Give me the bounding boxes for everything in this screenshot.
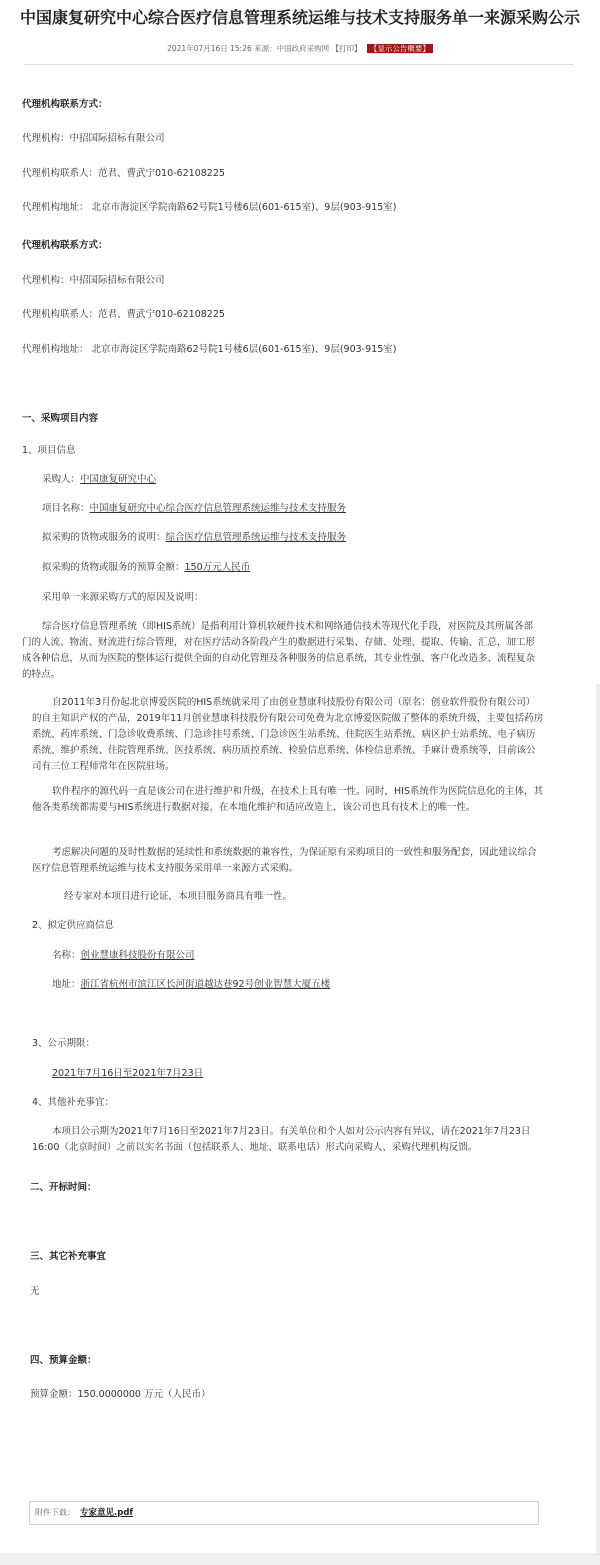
attachment-label: 附件下载：: [35, 1508, 75, 1517]
supplier-address-label: 地址：: [52, 979, 81, 990]
section-heading-bid-opening-time: 二、开标时间：: [30, 1182, 97, 1193]
section-heading-budget-amount: 四、预算金额：: [30, 1355, 97, 1366]
publicity-period-value: 2021年7月16日至2021年7月23日: [52, 1068, 204, 1079]
attachment-box: [29, 1501, 539, 1525]
bottom-bar: [0, 1554, 600, 1565]
publish-date-source: 2021年07月16日 15:26 来源：中国政府采购网: [167, 44, 330, 53]
header-divider: [24, 64, 574, 65]
agency-contact-heading: 代理机构联系方式：: [22, 240, 108, 251]
goods-description-row: [42, 530, 346, 546]
purchaser-value: 中国康复研究中心: [80, 474, 157, 485]
print-link[interactable]: 【打印】: [331, 44, 362, 53]
reason-paragraph-3: 软件程序的源代码一直是该公司在进行维护和升级，在技术上具有唯一性。同时，HIS系统作为医院信息化的主体，其他各类系统都需要与HIS系统进行数据对接，在本地化维护和适应改造上，该公司也具有技术上的唯一性。: [32, 786, 543, 813]
section-heading-procurement-content: 一、采购项目内容: [22, 413, 99, 424]
project-name-row: [42, 501, 346, 517]
supplier-name-label: 名称：: [52, 950, 81, 961]
subheading-supplier-info: 2、拟定供应商信息: [32, 920, 115, 931]
reason-label: 采用单一来源采购方式的原因及说明：: [42, 592, 204, 603]
scrollbar-track[interactable]: [596, 684, 600, 1554]
budget-row: [42, 560, 250, 576]
supplier-name-value: 创业慧康科技股份有限公司: [80, 950, 195, 961]
project-name-value: 中国康复研究中心综合医疗信息管理系统运维与技术支持服务: [89, 503, 347, 514]
supplier-address-row: [52, 977, 330, 993]
supplier-address-value: 浙江省杭州市滨江区长河街道越达巷92号创业智慧大厦五楼: [80, 979, 331, 990]
budget-label: 拟采购的货物或服务的预算金额：: [42, 562, 185, 573]
agency-name: 代理机构：中招国际招标有限公司: [22, 275, 165, 286]
goods-description-label: 拟采购的货物或服务的说明：: [42, 532, 166, 543]
agency-contact-person: 代理机构联系人：范君、曹武宁010-62108225: [22, 309, 225, 320]
other-supplementary-content: 无: [30, 1286, 40, 1297]
show-summary-button[interactable]: 【显示公告概要】: [367, 44, 433, 53]
goods-description-value: 综合医疗信息管理系统运维与技术支持服务: [165, 532, 347, 543]
purchaser-label: 采购人：: [42, 474, 81, 485]
page-title: 中国康复研究中心综合医疗信息管理系统运维与技术支持服务单一来源采购公示: [19, 8, 580, 27]
project-name-label: 项目名称：: [42, 503, 90, 514]
purchaser-row: [42, 472, 156, 488]
section-heading-other-supplementary: 三、其它补充事宜: [30, 1251, 107, 1262]
other-matters-paragraph: 本项目公示期为2021年7月16日至2021年7月23日。有关单位和个人如对公示内容有异议，请在2021年7月23日16:00（北京时间）之前以实名书面（包括联系人、地址、联系电话）形式向采购人、采购代理机构反馈。: [32, 1126, 531, 1153]
subheading-project-info: 1、项目信息: [22, 445, 76, 456]
agency-address: 代理机构地址： 北京市海淀区学院南路62号院1号楼6层(601-615室)、9层(903-915室): [22, 202, 397, 213]
subheading-other-matters: 4、其他补充事宜：: [32, 1097, 115, 1108]
agency-contact-heading: 代理机构联系方式：: [22, 99, 108, 110]
agency-name: 代理机构：中招国际招标有限公司: [22, 133, 165, 144]
reason-paragraph-2: 自2011年3月份起北京博爱医院的HIS系统就采用了由创业慧康科技股份有限公司（原名：创业软件股份有限公司）的自主知识产权的产品，2019年11月创业慧康科技股份有限公司免费为北京博爱医院做了整体的系统升级，主要包括药房系统、药库系统、门急诊收费系统、门急诊挂号系统、门急诊医生站系统、住院医生站系统、病区护士站系统、电子病历系统、维护系统、住院管理系统、医技系统、病历质控系统、检验信息系统、体检信息系统、手麻计费系统等，目前该公司有三位工程师常年在医院驻场。: [32, 697, 544, 772]
reason-paragraph-5: 经专家对本项目进行论证，本项目服务商具有唯一性。: [64, 891, 293, 902]
budget-value: 150万元人民币: [184, 562, 251, 573]
supplier-name-row: [52, 948, 195, 964]
attachment-download-link[interactable]: 专家意见.pdf: [80, 1508, 134, 1518]
reason-paragraph-1: 综合医疗信息管理系统（即HIS系统）是指利用计算机软硬件技术和网络通信技术等现代化手段，对医院及其所属各部门的人流、物流、财流进行综合管理，对在医疗活动各阶段产生的数据进行采集、存储、处理、提取、传输、汇总，加工形成各种信息，从而为医院的整体运行提供全面的自动化管理及各种服务的信息系统，其专业性强、客户化改造多、流程复杂的特点。: [22, 621, 536, 680]
agency-contact-person: 代理机构联系人：范君、曹武宁010-62108225: [22, 168, 225, 179]
budget-amount-content: 预算金额：150.0000000 万元（人民币）: [30, 1389, 211, 1400]
subheading-publicity-period: 3、公示期限：: [32, 1038, 96, 1049]
reason-paragraph-4: 考虑解决问题的及时性数据的延续性和系统数据的兼容性，为保证原有采购项目的一致性和服务配套，因此建议综合医疗信息管理系统运维与技术支持服务采用单一来源方式采购。: [32, 847, 537, 874]
agency-address: 代理机构地址： 北京市海淀区学院南路62号院1号楼6层(601-615室)、9层(903-915室): [22, 344, 397, 355]
publish-meta: [0, 43, 600, 55]
